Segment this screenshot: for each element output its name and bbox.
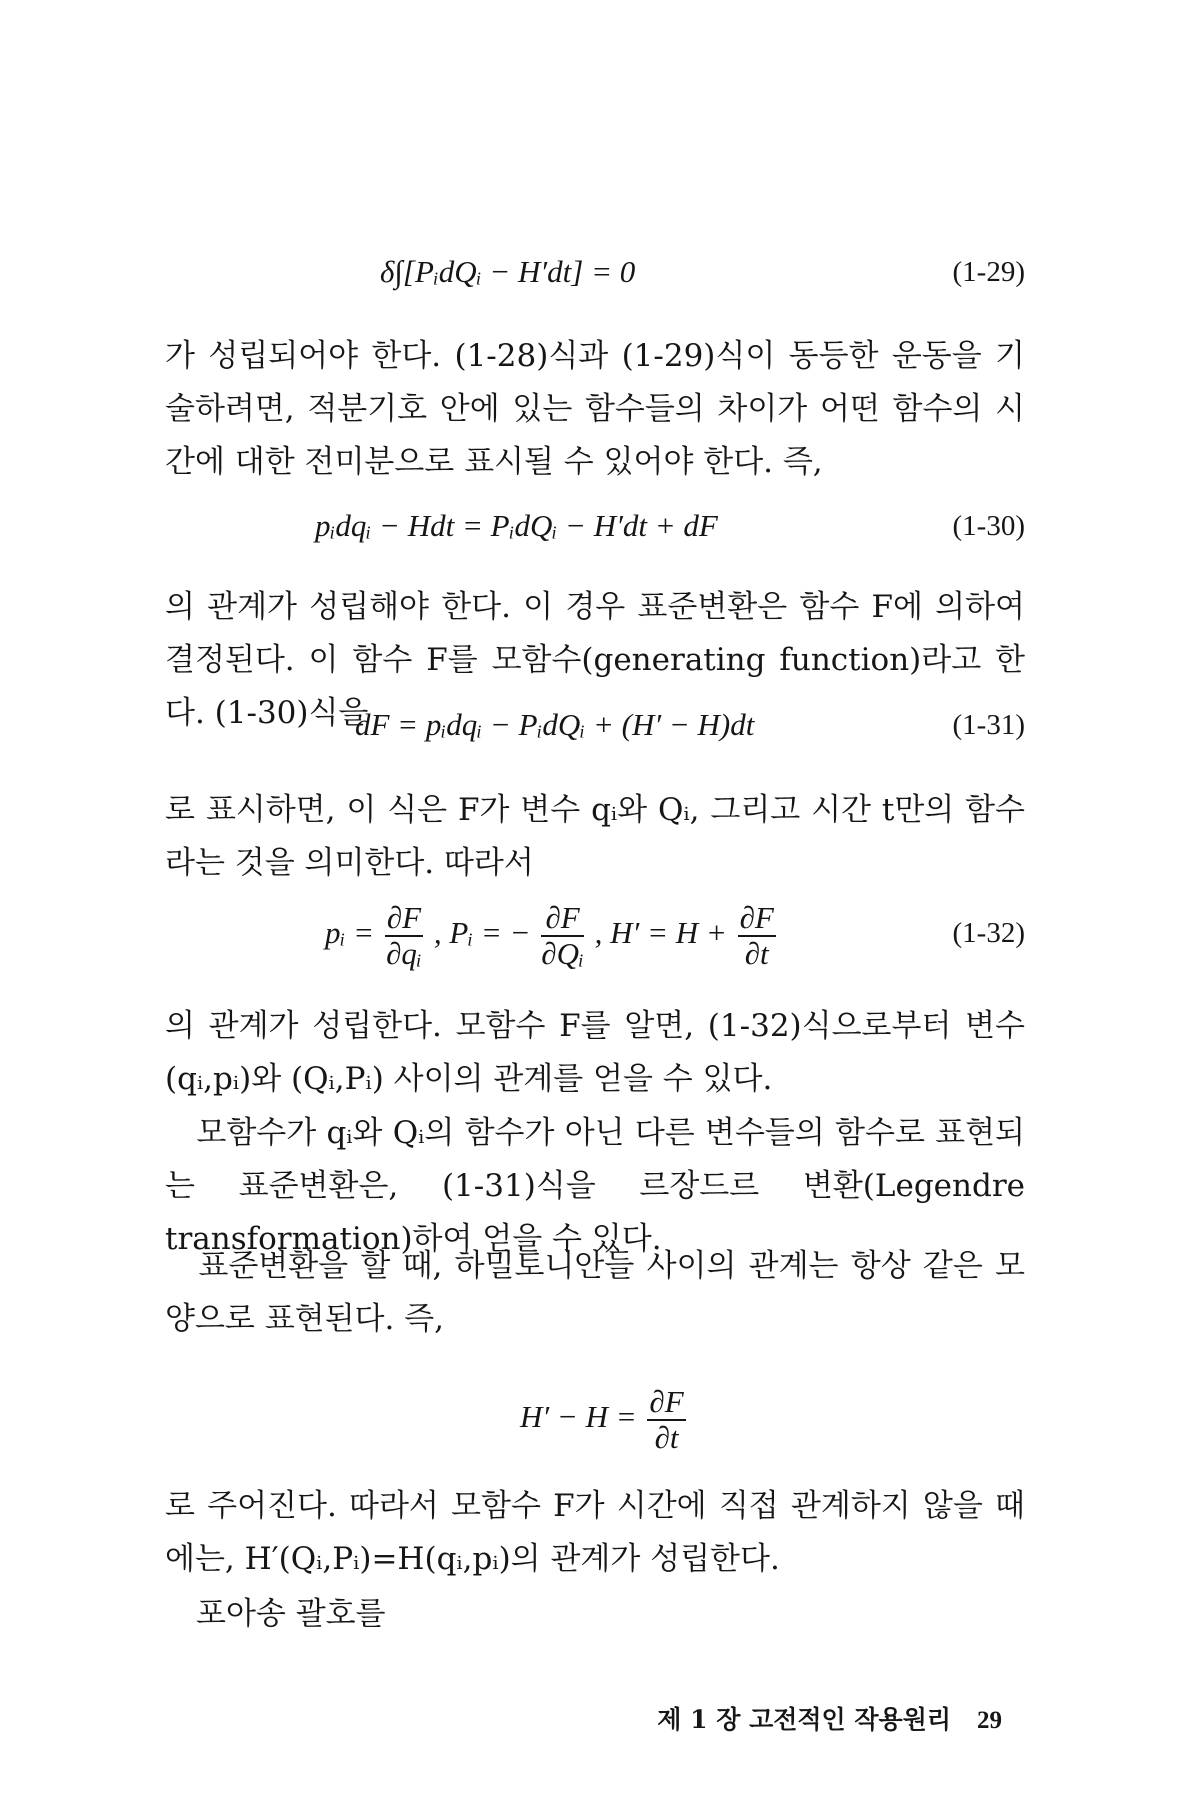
paragraph: 포아송 괄호를 bbox=[165, 1596, 386, 1632]
equation-1-30 bbox=[165, 498, 1025, 558]
eq-term: , H′ = H + bbox=[594, 915, 727, 950]
equation-1-31 bbox=[165, 697, 1025, 757]
eq-term: H′ − H = bbox=[520, 1399, 637, 1434]
fraction bbox=[647, 1385, 685, 1455]
fraction-denominator: ∂t bbox=[654, 1419, 679, 1455]
paragraph: 로 주어진다. 따라서 모함수 F가 시간에 직접 관계하지 않을 때에는, H′(Qᵢ,Pᵢ)=H(qᵢ,pᵢ)의 관계가 성립한다. bbox=[165, 1488, 1025, 1577]
paragraph: 모함수가 qᵢ와 Qᵢ의 함수가 아닌 다른 변수들의 함수로 표현되는 표준변환은, (1-31)식을 르장드르 변환(Legendre transformation)하여 얻을 수 있다. bbox=[165, 1115, 1025, 1257]
fraction bbox=[385, 901, 423, 971]
page-number: 29 bbox=[977, 1707, 1002, 1734]
fraction-numerator: ∂F bbox=[739, 899, 774, 935]
eq-term: , Pᵢ = − bbox=[433, 915, 531, 950]
equation-unnumbered bbox=[165, 1372, 1025, 1462]
fraction bbox=[541, 901, 584, 971]
equation-number: (1-32) bbox=[952, 917, 1025, 949]
equation-expression bbox=[520, 1372, 689, 1462]
equation-number: (1-31) bbox=[952, 709, 1025, 741]
fraction-denominator: ∂t bbox=[744, 935, 769, 971]
paragraph: 의 관계가 성립해야 한다. 이 경우 표준변환은 함수 F에 의하여 결정된다. 이 함수 F를 모함수(generating function)라고 한다. (1-30)식을 bbox=[165, 589, 1025, 731]
paragraph: 의 관계가 성립한다. 모함수 F를 알면, (1-32)식으로부터 변수 (qᵢ,pᵢ)와 (Qᵢ,Pᵢ) 사이의 관계를 얻을 수 있다. bbox=[165, 1008, 1025, 1097]
equation-expression bbox=[325, 888, 779, 978]
fraction bbox=[738, 901, 776, 971]
chapter-title: 제 1 장 고전적인 작용원리 bbox=[657, 1705, 951, 1734]
equation-1-32 bbox=[165, 888, 1025, 978]
equation-number: (1-29) bbox=[952, 256, 1025, 288]
running-footer bbox=[657, 1700, 1002, 1736]
equation-expression: δ∫[PᵢdQᵢ − H′dt] = 0 bbox=[380, 254, 636, 289]
fraction-numerator: ∂F bbox=[649, 1383, 684, 1419]
paragraph: 표준변환을 할 때, 하밀토니안들 사이의 관계는 항상 같은 모양으로 표현된다. 즉, bbox=[165, 1248, 1025, 1337]
eq-term: pᵢ = bbox=[325, 915, 375, 950]
fraction-denominator: ∂qᵢ bbox=[386, 935, 422, 971]
equation-number: (1-30) bbox=[952, 510, 1025, 542]
equation-1-29 bbox=[165, 244, 1025, 304]
fraction-numerator: ∂F bbox=[541, 901, 584, 937]
paragraph: 로 표시하면, 이 식은 F가 변수 qᵢ와 Qᵢ, 그리고 시간 t만의 함수라는 것을 의미한다. 따라서 bbox=[165, 792, 1025, 881]
equation-expression: pᵢdqᵢ − Hdt = PᵢdQᵢ − H′dt + dF bbox=[315, 508, 718, 543]
fraction-numerator: ∂F bbox=[386, 899, 422, 935]
fraction-denominator: ∂Qᵢ bbox=[541, 935, 584, 971]
paragraph: 가 성립되어야 한다. (1-28)식과 (1-29)식이 동등한 운동을 기술하려면, 적분기호 안에 있는 함수들의 차이가 어떤 함수의 시간에 대한 전미분으로 표시될 수 있어야 한다. 즉, bbox=[165, 338, 1025, 480]
equation-expression: dF = pᵢdqᵢ − PᵢdQᵢ + (H′ − H)dt bbox=[355, 707, 755, 742]
